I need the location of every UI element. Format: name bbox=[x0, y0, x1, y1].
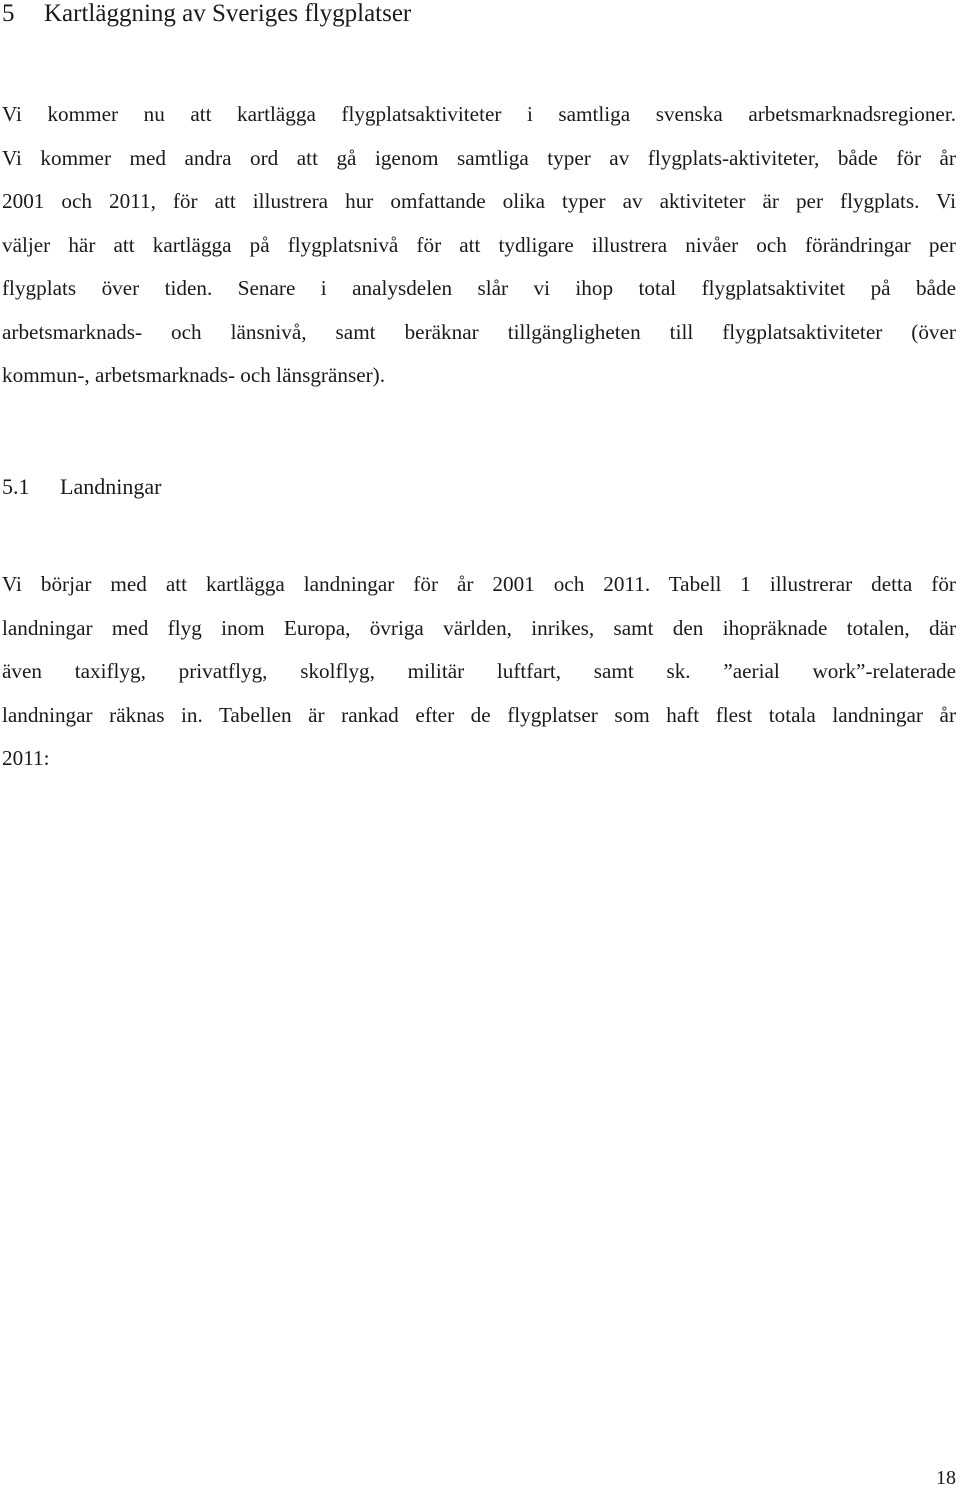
paragraph-line: Vi börjar med att kartlägga landningar för år 2001 och 2011. Tabell 1 illustrerar detta för bbox=[2, 572, 956, 596]
landings-paragraph bbox=[2, 563, 956, 781]
page-number: 18 bbox=[936, 1467, 956, 1489]
paragraph-line: kommun-, arbetsmarknads- och länsgränser). bbox=[2, 363, 386, 387]
paragraph-line: 2011: bbox=[2, 746, 50, 770]
intro-paragraph bbox=[2, 93, 956, 398]
paragraph-line: landningar räknas in. Tabellen är rankad efter de flygplatser som haft flest totala landningar år bbox=[2, 702, 956, 727]
paragraph-line: arbetsmarknads- och länsnivå, samt beräknar tillgängligheten till flygplatsaktiviteter (över bbox=[2, 319, 956, 344]
paragraph-line: flygplats över tiden. Senare i analysdelen slår vi ihop total flygplatsaktivitet på både bbox=[2, 276, 956, 300]
subsection-title: Landningar bbox=[60, 474, 162, 499]
paragraph-line: Vi kommer med andra ord att gå igenom samtliga typer av flygplats-aktiviteter, både för år bbox=[2, 145, 956, 170]
section-heading bbox=[2, 0, 411, 34]
paragraph-line: Vi kommer nu att kartlägga flygplatsaktiviteter i samtliga svenska arbetsmarknadsregioner. bbox=[2, 102, 956, 126]
paragraph-line: landningar med flyg inom Europa, övriga världen, inrikes, samt den ihopräknade totalen, där bbox=[2, 615, 956, 640]
paragraph-line: väljer här att kartlägga på flygplatsnivå för att tydligare illustrera nivåer och förändringar per bbox=[2, 232, 956, 257]
subsection-number: 5.1 bbox=[2, 474, 30, 499]
subsection-heading bbox=[2, 467, 161, 507]
paragraph-line: även taxiflyg, privatflyg, skolflyg, militär luftfart, samt sk. ”aerial work”-relaterade bbox=[2, 659, 956, 683]
paragraph-line: 2001 och 2011, för att illustrera hur omfattande olika typer av aktiviteter är per flygplats. Vi bbox=[2, 189, 956, 213]
section-number: 5 bbox=[2, 0, 15, 27]
section-title: Kartläggning av Sveriges flygplatser bbox=[44, 0, 412, 27]
